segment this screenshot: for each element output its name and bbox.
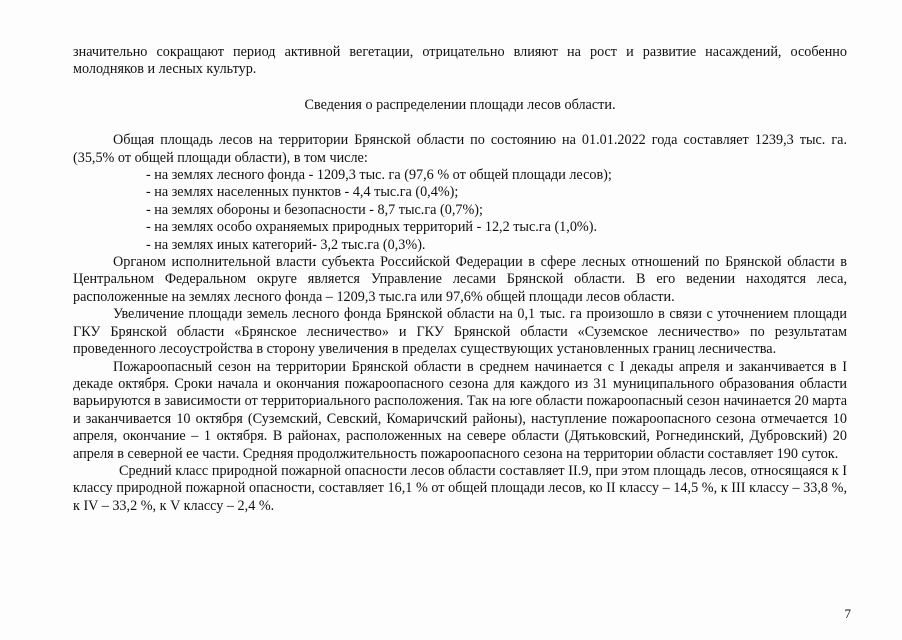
section-heading: Сведения о распределении площади лесов области. xyxy=(304,96,616,113)
fire-class-paragraph: Средний класс природной пожарной опасности лесов области составляет II.9, при этом площадь лесов, относящаяся к I классу природной пожарной опасности, составляет 16,1 % от общей площади лесов, ко II классу – 14,5 %, к III классу – 33,8 %, к IV – 33,2 %, к V классу – 2,4 %. xyxy=(73,462,847,514)
authority-paragraph: Органом исполнительной власти субъекта Российской Федерации в сфере лесных отношений по Брянской области в Центральном Федеральном округе является Управление лесами Брянской области. В его ведении находятся леса, расположенные на землях лесного фонда – 1209,3 тыс.га или 97,6% общей площади лесов области. xyxy=(73,254,847,305)
total-area-paragraph: Общая площадь лесов на территории Брянской области по состоянию на 01.01.2022 года составляет 1239,3 тыс. га.(35,5% от общей площади области), в том числе: xyxy=(73,132,847,166)
increase-paragraph: Увеличение площади земель лесного фонда Брянской области на 0,1 тыс. га произошло в связи с уточнением площади ГКУ Брянской области «Брянское лесничество» и ГКУ Брянской области «Суземское лесничество» по результатам проведенного лесоустройства в сторону увеличения в пределах существующих установленных границ лесничества. xyxy=(73,306,847,358)
document-body xyxy=(73,44,847,515)
list-item: - на землях населенных пунктов - 4,4 тыс.га (0,4%); xyxy=(146,184,459,201)
intro-paragraph: значительно сокращают период активной вегетации, отрицательно влияют на рост и развитие насаждений, особенно молодняков и лесных культур. xyxy=(73,44,847,78)
area-list xyxy=(73,167,847,254)
list-item: - на землях лесного фонда - 1209,3 тыс. га (97,6 % от общей площади лесов); xyxy=(146,167,612,184)
list-item: - на землях особо охраняемых природных территорий - 12,2 тыс.га (1,0%). xyxy=(146,219,598,236)
page-number: 7 xyxy=(844,606,851,621)
list-item: - на землях обороны и безопасности - 8,7 тыс.га (0,7%); xyxy=(146,201,483,218)
fire-season-paragraph: Пожароопасный сезон на территории Брянской области в среднем начинается с I декады апреля и заканчивается в I декаде октября. Сроки начала и окончания пожароопасного сезона для каждого из 31 муниципального образования области варьируются в зависимости от территориального расположения. Так на юге области пожароопасный сезон начинается 20 марта и заканчивается 10 октября (Суземский, Севский, Комаричский районы), наступление пожароопасного сезона отмечается 10 апреля, окончание – 1 октября. В районах, расположенных на севере области (Дятьковский, Рогнединский, Дубровский) 20 апреля в северной ее части. Средняя продолжительность пожароопасного сезона на территории области составляет 190 суток. xyxy=(73,358,847,462)
list-item: - на землях иных категорий- 3,2 тыс.га (0,3%). xyxy=(146,236,426,253)
